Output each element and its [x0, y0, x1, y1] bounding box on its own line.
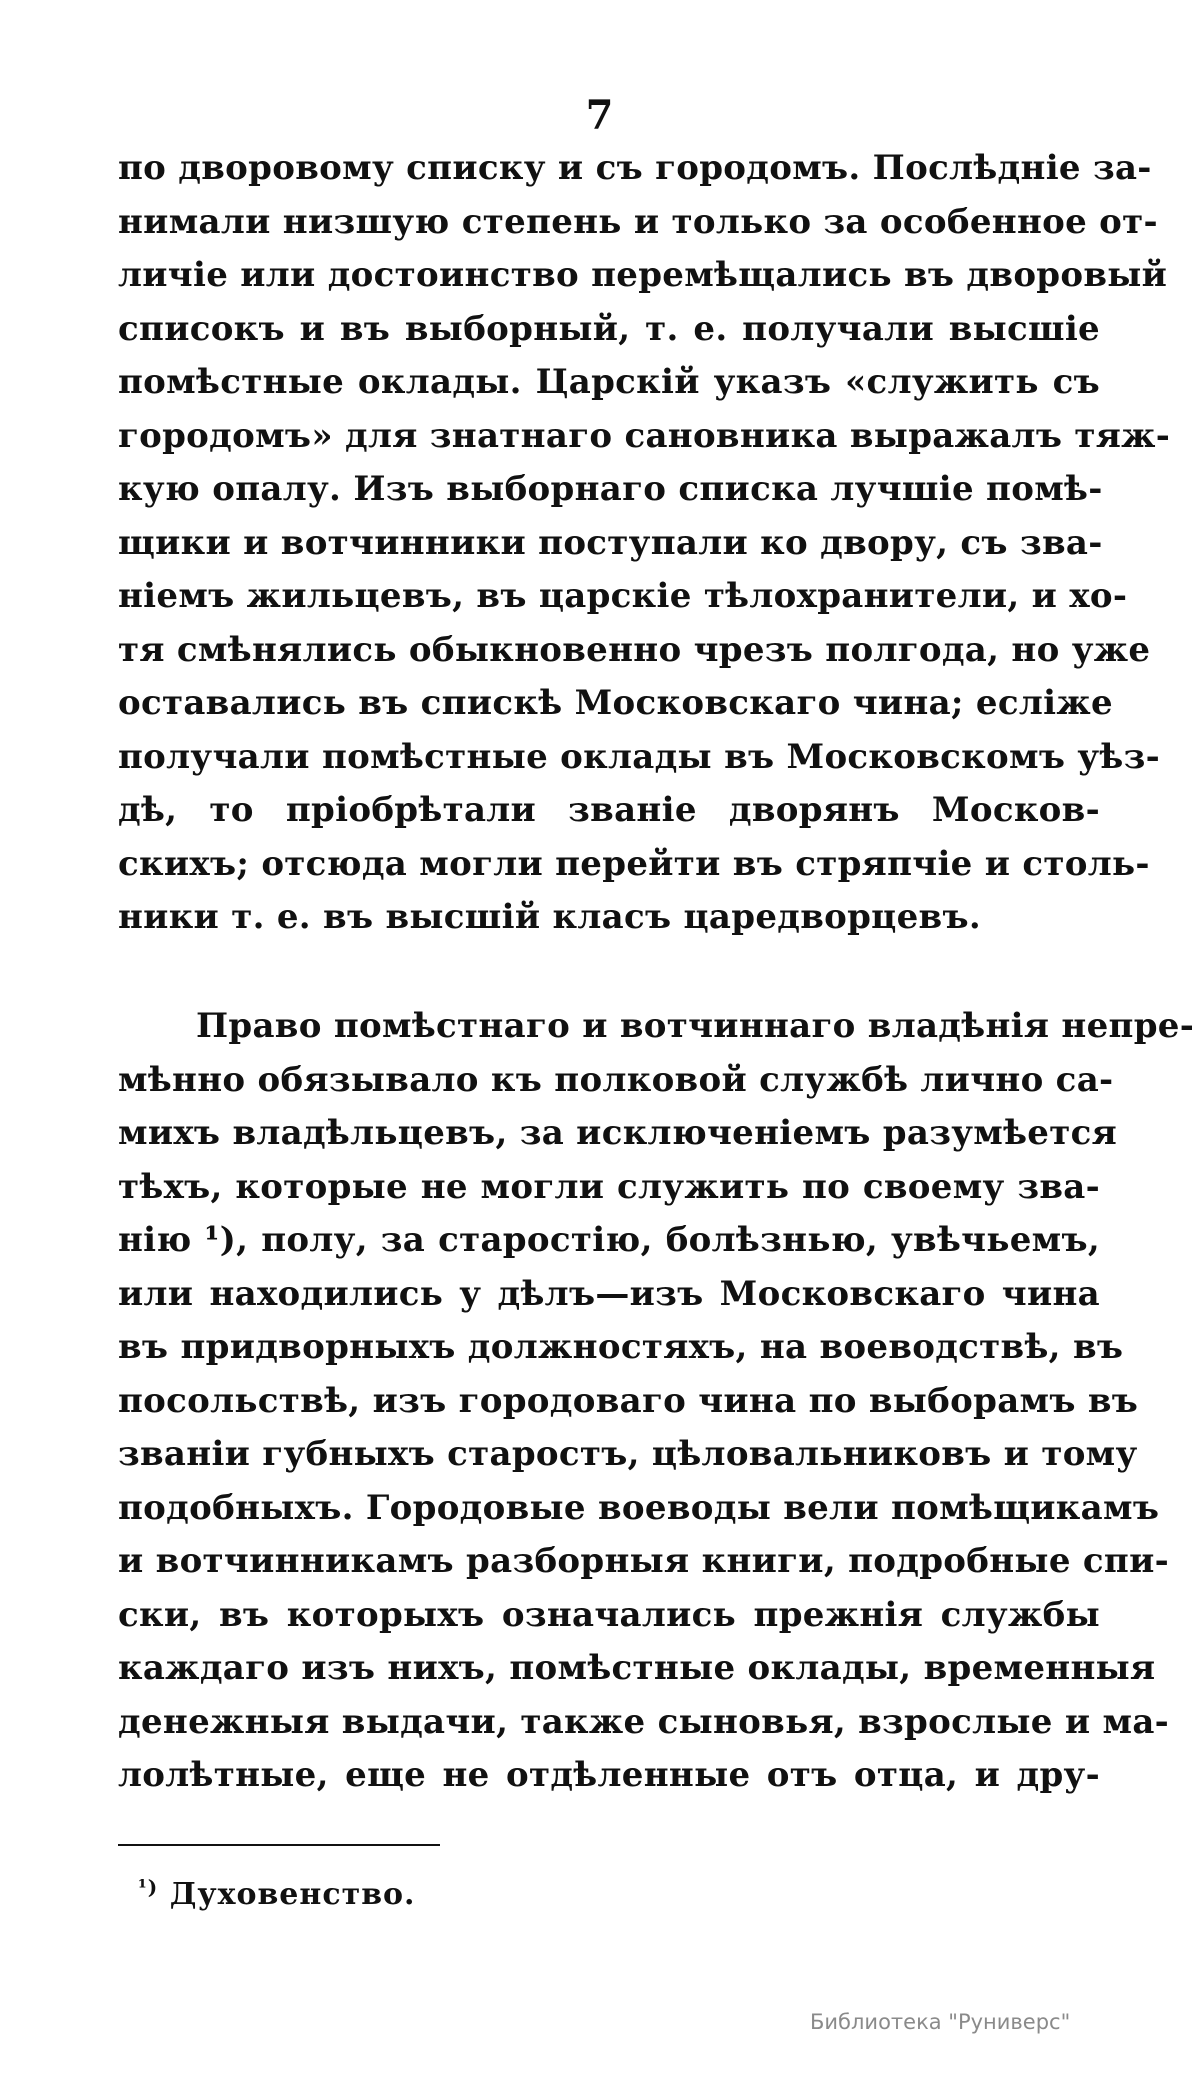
footnote-divider [118, 1844, 440, 1846]
text-line: личіе или достоинство перемѣщались въ дворовый [118, 255, 1168, 295]
footnote-text: Духовенство. [169, 1877, 416, 1912]
text-line: ніемъ жильцевъ, въ царскіе тѣлохранители, и хо- [118, 576, 1128, 616]
footnote-marker: ¹) [138, 1875, 159, 1899]
text-line: городомъ» для знатнаго сановника выражалъ тяж- [118, 415, 1171, 456]
text-line: тѣхъ, которые не могли служить по своему зва- [118, 1166, 1100, 1207]
text-line: каждаго изъ нихъ, помѣстные оклады, временныя [118, 1648, 1156, 1688]
text-line: ски, въ которыхъ означались прежнія службы [118, 1594, 1100, 1635]
text-line: въ придворныхъ должностяхъ, на воеводствѣ, въ [118, 1327, 1124, 1367]
paragraph-2 [118, 1000, 1195, 1803]
footnote [138, 1875, 416, 1912]
text-line: получали помѣстные оклады въ Московскомъ уѣз- [118, 736, 1161, 777]
text-line: нимали низшую степень и только за особенное от- [118, 201, 1158, 242]
text-line: лолѣтные, еще не отдѣленные отъ отца, и дру- [118, 1755, 1100, 1795]
page-number: 7 [585, 92, 615, 139]
text-line: ники т. е. въ высшій класъ царедворцевъ. [118, 897, 981, 937]
text-line: званіи губныхъ старостъ, цѣловальниковъ и тому [118, 1434, 1138, 1474]
library-watermark: Библиотека "Руниверс" [810, 2010, 1071, 2034]
text-line: тя смѣнялись обыкновенно чрезъ полгода, но уже [118, 629, 1151, 670]
text-line: или находились у дѣлъ—изъ Московскаго чина [118, 1273, 1100, 1314]
text-line: подобныхъ. Городовые воеводы вели помѣщикамъ [118, 1487, 1160, 1528]
text-line: нію ¹), полу, за старостію, болѣзнью, увѣчьемъ, [118, 1220, 1100, 1260]
text-line: помѣстные оклады. Царскій указъ «служить съ [118, 362, 1100, 402]
text-line: Право помѣстнаго и вотчиннаго владѣнія непре- [196, 1006, 1195, 1046]
text-line: кую опалу. Изъ выборнаго списка лучшіе помѣ- [118, 469, 1103, 509]
text-line: и вотчинникамъ разборныя книги, подробные спи- [118, 1541, 1169, 1581]
text-line: по дворовому списку и съ городомъ. Послѣдніе за- [118, 148, 1152, 188]
text-line: щики и вотчинники поступали ко двору, съ зва- [118, 522, 1103, 563]
text-line: дѣ, то пріобрѣтали званіе дворянъ Москов- [118, 790, 1100, 830]
text-line: скихъ; отсюда могли перейти въ стряпчіе и столь- [118, 843, 1150, 884]
text-line: оставались въ спискѣ Московскаго чина; есліже [118, 683, 1113, 723]
paragraph-1 [118, 142, 1171, 945]
text-line: мѣнно обязывало къ полковой службѣ лично са- [118, 1059, 1114, 1100]
text-line: списокъ и въ выборный, т. е. получали высшіе [118, 308, 1100, 349]
text-line: михъ владѣльцевъ, за исключеніемъ разумѣется [118, 1113, 1118, 1153]
text-line: денежныя выдачи, также сыновья, взрослые и ма- [118, 1701, 1170, 1742]
text-line: посольствѣ, изъ городоваго чина по выборамъ въ [118, 1380, 1139, 1421]
